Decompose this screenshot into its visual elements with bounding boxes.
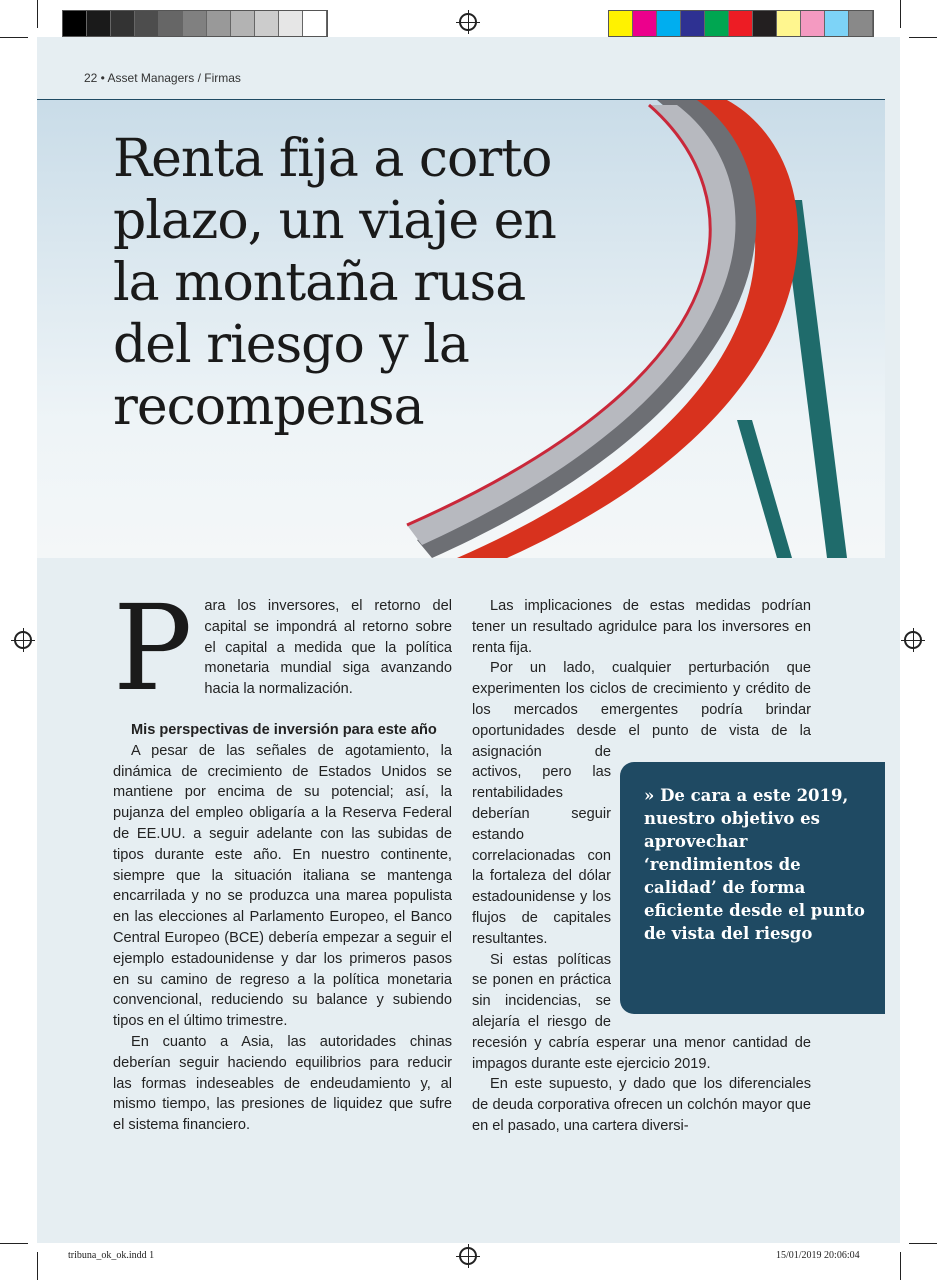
pull-quote-text: De cara a este 2019, nuestro objetivo es aprovechar ‘rendimientos de calidad’ de forma eficiente desde el punto de vista del riesgo xyxy=(644,786,865,943)
body-paragraph: Si estas políticas se ponen en práctica sin incidencias, se alejaría el riesgo de recesión y cabría esperar una menor cantidad de impagos durante este ejercicio 2019. xyxy=(472,951,811,1072)
drop-cap: P xyxy=(113,579,193,717)
crop-mark xyxy=(0,37,28,38)
process-color-bar xyxy=(608,10,874,37)
running-head: 22 • Asset Managers / Firmas xyxy=(84,71,241,85)
body-paragraph: Por un lado, cualquier perturbación que experimenten los ciclos de crecimiento y crédito de los mercados emergentes podría brindar oportunidades desde el punto de vista de la asignación de activos, pero las rentabilidades deberían seguir estando correlacionadas con la fortaleza del dólar estadounidense y los flujos de capitales resultantes. xyxy=(472,660,811,947)
crop-mark xyxy=(0,1243,28,1244)
subheading: Mis perspectivas de inversión para este año xyxy=(131,721,437,738)
quote-marker-icon: » xyxy=(644,786,655,805)
body-paragraph: En este supuesto, y dado que los diferenciales de deuda corporativa ofrecen un colchón mayor que en el pasado, una cartera diversi- xyxy=(472,1076,811,1134)
crop-mark xyxy=(37,0,38,28)
registration-mark-icon xyxy=(459,1247,477,1265)
crop-mark xyxy=(909,37,937,38)
crop-mark xyxy=(909,1243,937,1244)
crop-mark xyxy=(900,0,901,28)
left-column xyxy=(113,579,452,1136)
grayscale-color-bar xyxy=(62,10,328,37)
body-paragraph: Las implicaciones de estas medidas podrían tener un resultado agridulce para los inversores en renta fija. xyxy=(472,598,811,656)
intro-paragraph: ara los inversores, el retorno del capital se impondrá al retorno sobre el capital a medida que la política monetaria mundial siga avanzando hacia la normalización. xyxy=(204,598,452,698)
body-paragraph: En cuanto a Asia, las autoridades chinas deberían seguir haciendo equilibrios para reducir las formas indeseables de endeudamiento y, al mismo tiempo, las presiones de liquidez que sufre el sistema financiero. xyxy=(113,1033,452,1134)
registration-mark-icon xyxy=(14,631,32,649)
registration-mark-icon xyxy=(459,13,477,31)
slug-filename: tribuna_ok_ok.indd 1 xyxy=(68,1250,155,1261)
article-title: Renta fija a corto plazo, un viaje en la montaña rusa del riesgo y la recompensa xyxy=(113,129,556,437)
registration-mark-icon xyxy=(904,631,922,649)
pull-quote xyxy=(620,762,885,1014)
crop-mark xyxy=(900,1252,901,1280)
crop-mark xyxy=(37,1252,38,1280)
slug-timestamp: 15/01/2019 20:06:04 xyxy=(776,1250,860,1261)
body-paragraph: A pesar de las señales de agotamiento, la dinámica de crecimiento de Estados Unidos se mantiene por encima de su potencial; así, la pujanza del empleo obligaría a la Reserva Federal de EE.UU. a seguir adelante con las subidas de tipos durante este año. En nuestro continente, siempre que la situación italiana se mantenga encarrilada y no se produzca una marea populista en las elecciones al Parlamento Europeo, el Banco Central Europeo (BCE) debería empezar a seguir el ejemplo estadounidense y dar los primeros pasos en su camino de regreso a la política monetaria convencional, reduciendo su balance y subiendo tipos en el último trimestre. xyxy=(113,742,452,1030)
